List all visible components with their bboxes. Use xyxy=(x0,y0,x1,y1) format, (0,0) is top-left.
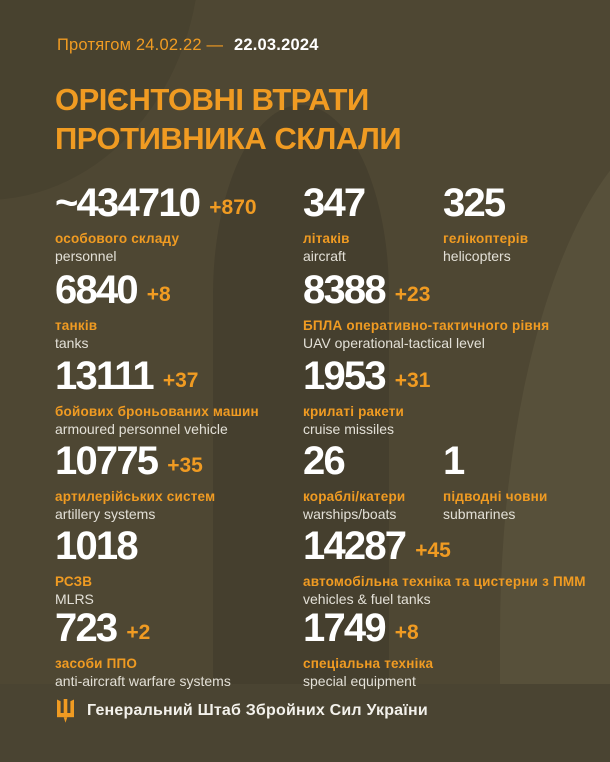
stat-label-ua: артилерійських систем xyxy=(55,489,216,504)
stat-value: 10775 xyxy=(55,439,158,483)
stat-label-en: personnel xyxy=(55,248,117,264)
stat-value: 13111 xyxy=(55,354,153,398)
organization-name: Генеральний Штаб Збройних Сил України xyxy=(87,702,428,719)
stat-vehicles-fuel-tanks xyxy=(303,526,586,608)
stat-value: 8388 xyxy=(303,268,385,312)
stat-anti-aircraft xyxy=(55,608,231,690)
period-date: 22.03.2024 xyxy=(234,36,319,54)
stat-label-en: vehicles & fuel tanks xyxy=(303,591,431,607)
page-title xyxy=(55,80,401,158)
stat-uav xyxy=(303,270,549,352)
stat-value: ~434710 xyxy=(55,181,200,225)
stat-submarines xyxy=(443,441,548,523)
stat-label-ua: танків xyxy=(55,318,98,333)
stat-label-ua: крилаті ракети xyxy=(303,404,405,419)
stat-personnel xyxy=(55,183,257,265)
stat-value: 26 xyxy=(303,439,344,483)
stat-label-en: anti-aircraft warfare systems xyxy=(55,673,231,689)
stat-delta: +35 xyxy=(167,454,203,477)
stat-value: 1749 xyxy=(303,606,385,650)
stat-warships xyxy=(303,441,405,523)
stat-label-en: warships/boats xyxy=(303,506,397,522)
stat-label-ua: РСЗВ xyxy=(55,574,93,589)
stat-label-en: special equipment xyxy=(303,673,416,689)
stat-label-en: armoured personnel vehicle xyxy=(55,421,228,437)
stat-special-equipment xyxy=(303,608,433,690)
stat-label-ua: засоби ППО xyxy=(55,656,138,671)
stat-value: 723 xyxy=(55,606,117,650)
stat-aircraft xyxy=(303,183,374,265)
stat-delta: +31 xyxy=(394,369,431,392)
stat-label-ua: підводні човни xyxy=(443,489,548,504)
stat-delta: +23 xyxy=(394,283,431,306)
tryzub-trident-icon xyxy=(57,699,74,723)
stat-label-ua: БПЛА оперативно-тактичного рівня xyxy=(303,318,550,333)
stat-delta: +2 xyxy=(126,621,151,644)
stat-delta: +8 xyxy=(146,283,171,306)
stat-label-en: aircraft xyxy=(303,248,346,264)
stat-delta: +45 xyxy=(415,539,451,562)
stat-label-ua: бойових броньованих машин xyxy=(55,404,259,419)
stat-value: 14287 xyxy=(303,524,406,568)
report-period xyxy=(57,36,319,55)
stat-value: 325 xyxy=(443,181,505,225)
stat-label-en: submarines xyxy=(443,506,516,522)
stat-delta: +8 xyxy=(394,621,419,644)
stat-label-ua: автомобільна техніка та цистерни з ПММ xyxy=(303,574,586,589)
title-line-2: ПРОТИВНИКА СКЛАЛИ xyxy=(55,121,402,156)
stat-value: 1 xyxy=(443,439,464,483)
stat-value: 1953 xyxy=(303,354,385,398)
stat-artillery xyxy=(55,441,215,523)
period-prefix: Протягом 24.02.22 — xyxy=(57,36,224,54)
stat-mlrs xyxy=(55,526,147,608)
stat-delta: +37 xyxy=(162,369,199,392)
stat-label-en: artillery systems xyxy=(55,506,156,522)
stat-delta: +870 xyxy=(209,196,257,219)
stat-label-en: helicopters xyxy=(443,248,511,264)
stat-label-ua: кораблі/катери xyxy=(303,489,406,504)
stat-label-en: MLRS xyxy=(55,591,94,607)
stat-label-ua: спеціальна техніка xyxy=(303,656,434,671)
stat-tanks xyxy=(55,270,171,352)
stat-value: 6840 xyxy=(55,268,137,312)
stat-label-ua: особового складу xyxy=(55,231,180,246)
stat-value: 347 xyxy=(303,181,365,225)
stat-helicopters xyxy=(443,183,528,265)
footer xyxy=(57,698,428,724)
stat-armoured-vehicles xyxy=(55,356,259,438)
stat-cruise-missiles xyxy=(303,356,430,438)
title-line-1: ОРІЄНТОВНІ ВТРАТИ xyxy=(55,82,369,117)
stat-label-en: tanks xyxy=(55,335,89,351)
stat-label-en: UAV operational-tactical level xyxy=(303,335,485,351)
stat-value: 1018 xyxy=(55,524,137,568)
stat-label-ua: літаків xyxy=(303,231,350,246)
stat-label-en: cruise missiles xyxy=(303,421,395,437)
stat-label-ua: гелікоптерів xyxy=(443,231,529,246)
